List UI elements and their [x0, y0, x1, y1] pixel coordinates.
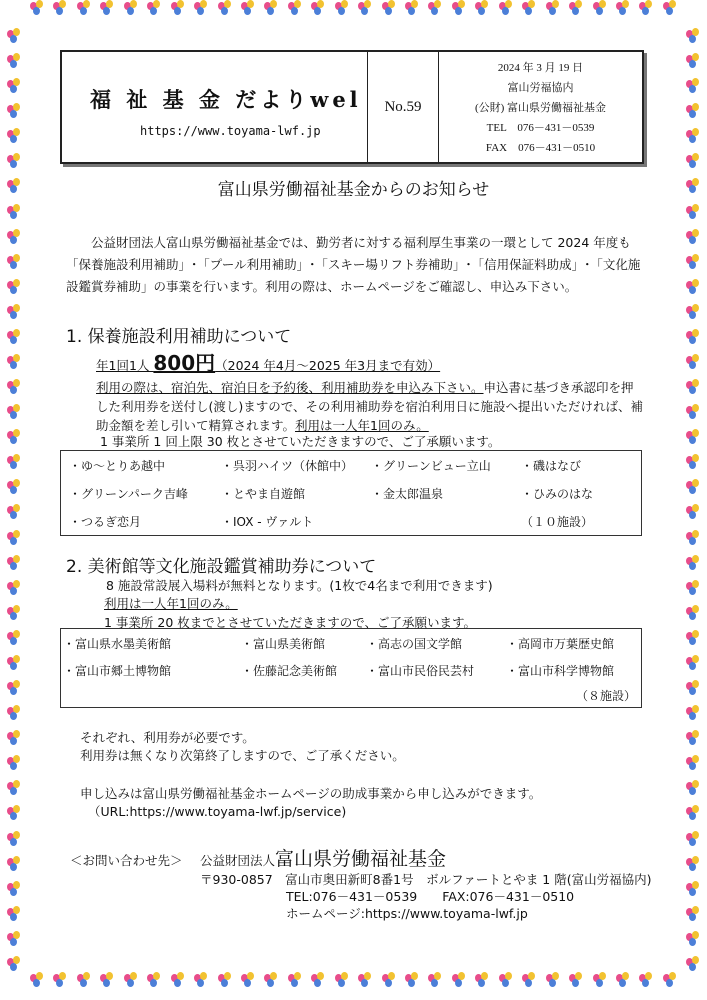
contact-org	[200, 844, 446, 871]
facility-item: ・富山県美術館	[241, 637, 326, 651]
contact-org-name: 富山県労働福祉基金	[275, 848, 447, 870]
balloon-icon	[147, 972, 161, 988]
facility-item: ・つるぎ恋月	[69, 515, 142, 529]
balloon-icon	[241, 0, 255, 16]
balloon-icon	[53, 972, 67, 988]
balloon-icon	[7, 680, 21, 696]
balloon-icon	[686, 404, 700, 420]
balloon-icon	[264, 972, 278, 988]
section2-line3: 1 事業所 20 枚までとさせていただきますので、ご了承願います。	[104, 615, 477, 630]
balloon-icon	[7, 28, 21, 44]
header-url[interactable]: https://www.toyama-lwf.jp	[140, 124, 321, 138]
balloon-icon	[124, 972, 138, 988]
balloon-icon	[288, 972, 302, 988]
section1-amount-line	[96, 347, 440, 376]
header-fax: FAX 076－431－0510	[485, 142, 596, 154]
balloon-icon	[569, 0, 583, 16]
balloon-icon	[7, 805, 21, 821]
balloon-icon	[405, 0, 419, 16]
balloon-icon	[147, 0, 161, 16]
section2-heading: 2. 美術館等文化施設鑑賞補助券について	[66, 557, 377, 577]
balloon-icon	[382, 972, 396, 988]
balloon-icon	[7, 204, 21, 220]
balloon-icon	[7, 755, 21, 771]
balloon-icon	[7, 881, 21, 897]
balloon-icon	[686, 680, 700, 696]
balloon-icon	[7, 53, 21, 69]
facility-item: ・呉羽ハイツ（休館中）	[221, 459, 354, 473]
balloon-icon	[686, 204, 700, 220]
balloon-icon	[686, 28, 700, 44]
balloon-icon	[7, 479, 21, 495]
amount-value: 800円	[153, 351, 216, 375]
balloon-icon	[7, 78, 21, 94]
balloon-icon	[311, 972, 325, 988]
balloon-icon	[358, 0, 372, 16]
balloon-icon	[77, 0, 91, 16]
balloon-icon	[686, 580, 700, 596]
balloon-icon	[686, 831, 700, 847]
balloon-border-bottom	[30, 972, 677, 1000]
balloon-icon	[194, 0, 208, 16]
balloon-icon	[218, 972, 232, 988]
balloon-icon	[663, 972, 677, 988]
facility-count: （１０施設）	[521, 515, 594, 529]
balloon-icon	[171, 972, 185, 988]
contact-label: ＜お問い合わせ先＞	[70, 853, 183, 868]
header-title-block	[62, 52, 368, 162]
balloon-icon	[686, 805, 700, 821]
section1-limit: 1 事業所 1 回上限 30 枚とさせていただきますので、ご了承願います。	[100, 434, 501, 449]
section2-facility-table	[60, 628, 642, 708]
header-org: (公財) 富山県労働福祉基金	[474, 102, 607, 114]
balloon-icon	[663, 0, 677, 16]
issue-number: No.59	[368, 52, 439, 162]
section1-heading: 1. 保養施設利用補助について	[66, 327, 292, 347]
balloon-icon	[288, 0, 302, 16]
balloon-icon	[311, 0, 325, 16]
balloon-icon	[124, 0, 138, 16]
facility-item: ・ゆ～とりあ越中	[69, 459, 166, 473]
balloon-icon	[335, 0, 349, 16]
balloon-icon	[686, 780, 700, 796]
facility-item: ・富山県水墨美術館	[63, 637, 172, 651]
balloon-icon	[428, 972, 442, 988]
balloon-icon	[686, 655, 700, 671]
balloon-icon	[686, 856, 700, 872]
balloon-icon	[7, 630, 21, 646]
balloon-icon	[499, 972, 513, 988]
balloon-icon	[171, 0, 185, 16]
note-ticket-limited: 利用券は無くなり次第終了しますので、ご了承ください。	[80, 748, 405, 763]
balloon-icon	[686, 103, 700, 119]
apply-info: 申し込みは富山県労働福祉基金ホームページの助成事業から申し込みができます。	[80, 786, 542, 801]
balloon-icon	[7, 605, 21, 621]
balloon-border-top	[30, 0, 677, 28]
balloon-icon	[686, 153, 700, 169]
balloon-icon	[522, 0, 536, 16]
contact-telfax: TEL:076－431－0539 FAX:076－431－0510	[286, 889, 575, 904]
balloon-icon	[335, 972, 349, 988]
section1-para-end: 利用は一人年1回のみ。	[295, 418, 429, 433]
balloon-icon	[686, 755, 700, 771]
balloon-icon	[639, 972, 653, 988]
balloon-icon	[593, 972, 607, 988]
newsletter-header	[60, 50, 644, 164]
balloon-icon	[452, 972, 466, 988]
contact-address: 〒930-0857 富山市奥田新町8番1号 ボルファートとやま 1 階(富山労福協内)	[200, 872, 652, 887]
balloon-icon	[686, 555, 700, 571]
facility-item: ・高志の国文学館	[366, 637, 463, 651]
balloon-icon	[7, 730, 21, 746]
balloon-icon	[686, 304, 700, 320]
balloon-icon	[7, 555, 21, 571]
newsletter-title: 福 祉 基 金 だよりwel	[90, 87, 362, 112]
balloon-icon	[7, 329, 21, 345]
balloon-icon	[100, 972, 114, 988]
balloon-icon	[569, 972, 583, 988]
balloon-icon	[686, 605, 700, 621]
facility-item: ・金太郎温泉	[371, 487, 444, 501]
section1-para-underlined: 利用の際は、宿泊先、宿泊日を予約後、利用補助券を申込み下さい。	[96, 380, 484, 395]
header-tel: TEL 076－431－0539	[486, 122, 595, 134]
balloon-icon	[686, 530, 700, 546]
balloon-icon	[7, 780, 21, 796]
page-title: 富山県労働福祉基金からのお知らせ	[217, 180, 490, 200]
balloon-icon	[475, 972, 489, 988]
balloon-icon	[522, 972, 536, 988]
section2-line1: 8 施設常設展入場料が無料となります。(1枚で4名まで利用できます)	[106, 578, 493, 593]
balloon-icon	[30, 0, 44, 16]
balloon-icon	[7, 530, 21, 546]
balloon-icon	[241, 972, 255, 988]
intro-text: 公益財団法人富山県労働福祉基金では、勤労者に対する福利厚生事業の一環として 2024 年度も「保養施設利用補助」･「プール利用補助」･「スキー場リフト券補助」･「信用保証料助成」･「文化施設鑑賞券補助」の事業を行います。利用の際は、ホームページをご確認し、申込み下さい。	[66, 235, 641, 294]
header-info	[439, 52, 642, 162]
balloon-icon	[7, 279, 21, 295]
balloon-icon	[616, 972, 630, 988]
balloon-icon	[639, 0, 653, 16]
balloon-icon	[194, 972, 208, 988]
intro-paragraph	[66, 232, 646, 298]
facility-item: ・磯はなび	[521, 459, 582, 473]
section1-facility-table	[60, 450, 642, 536]
facility-item: ・IOX - ヴァルト	[221, 515, 314, 529]
balloon-icon	[7, 128, 21, 144]
balloon-icon	[358, 972, 372, 988]
balloon-icon	[686, 504, 700, 520]
balloon-icon	[686, 379, 700, 395]
balloon-icon	[7, 153, 21, 169]
balloon-icon	[7, 655, 21, 671]
balloon-icon	[428, 0, 442, 16]
balloon-icon	[53, 0, 67, 16]
balloon-icon	[7, 304, 21, 320]
balloon-icon	[7, 103, 21, 119]
balloon-icon	[264, 0, 278, 16]
balloon-icon	[7, 580, 21, 596]
facility-item: ・富山市科学博物館	[506, 664, 615, 678]
section1-para-body: 申込書に基づき承認印を押した利用券を送付し(渡し)ますので、その利用補助券を宿泊利用日に施設へ提出いただければ、補助金額を差し引いて精算されます。	[96, 380, 644, 433]
balloon-icon	[686, 254, 700, 270]
balloon-icon	[686, 479, 700, 495]
balloon-icon	[77, 972, 91, 988]
section2-line2: 利用は一人年1回のみ。	[104, 596, 238, 611]
balloon-icon	[686, 329, 700, 345]
section1-description	[96, 378, 646, 435]
header-location: 富山労福協内	[507, 82, 574, 94]
balloon-icon	[7, 504, 21, 520]
amount-period: （2024 年4月～2025 年3月まで有効）	[215, 358, 441, 373]
balloon-icon	[686, 229, 700, 245]
balloon-icon	[686, 354, 700, 370]
balloon-icon	[7, 229, 21, 245]
balloon-icon	[7, 404, 21, 420]
balloon-icon	[7, 354, 21, 370]
balloon-icon	[616, 0, 630, 16]
balloon-icon	[686, 78, 700, 94]
balloon-icon	[593, 0, 607, 16]
balloon-icon	[686, 128, 700, 144]
balloon-icon	[686, 705, 700, 721]
facility-item: ・ひみのはな	[521, 487, 594, 501]
balloon-icon	[686, 956, 700, 972]
balloon-icon	[686, 931, 700, 947]
balloon-icon	[382, 0, 396, 16]
balloon-icon	[7, 931, 21, 947]
facility-item: ・とやま自遊館	[221, 487, 306, 501]
balloon-icon	[7, 856, 21, 872]
balloon-icon	[686, 906, 700, 922]
facility-item: ・グリーンビュー立山	[371, 459, 491, 473]
facility-item: ・富山市郷土博物館	[63, 664, 172, 678]
balloon-icon	[30, 972, 44, 988]
balloon-icon	[7, 705, 21, 721]
balloon-icon	[475, 0, 489, 16]
note-ticket-required: それぞれ、利用券が必要です。	[80, 730, 255, 745]
contact-org-prefix: 公益財団法人	[200, 853, 276, 868]
balloon-icon	[686, 630, 700, 646]
balloon-icon	[7, 454, 21, 470]
facility-item: ・高岡市万葉歴史館	[506, 637, 615, 651]
balloon-icon	[7, 956, 21, 972]
contact-homepage[interactable]: ホームページ:https://www.toyama-lwf.jp	[286, 906, 528, 921]
amount-prefix: 年1回1人	[96, 358, 154, 373]
issue-date: 2024 年 3 月 19 日	[497, 62, 584, 74]
balloon-icon	[7, 379, 21, 395]
balloon-icon	[452, 0, 466, 16]
balloon-icon	[7, 906, 21, 922]
balloon-icon	[7, 429, 21, 445]
balloon-border-left	[0, 28, 28, 972]
balloon-icon	[686, 429, 700, 445]
facility-item: ・佐藤記念美術館	[241, 664, 338, 678]
balloon-icon	[499, 0, 513, 16]
balloon-icon	[546, 972, 560, 988]
balloon-icon	[686, 881, 700, 897]
facility-item: ・富山市民俗民芸村	[366, 664, 475, 678]
facility-count: （８施設）	[576, 689, 637, 703]
balloon-icon	[218, 0, 232, 16]
balloon-icon	[686, 454, 700, 470]
facility-item: ・グリーンパーク吉峰	[69, 487, 188, 501]
balloon-icon	[686, 730, 700, 746]
balloon-icon	[686, 279, 700, 295]
balloon-icon	[686, 53, 700, 69]
apply-url[interactable]: （URL:https://www.toyama-lwf.jp/service)	[88, 804, 347, 819]
balloon-border-right	[679, 28, 707, 972]
balloon-icon	[546, 0, 560, 16]
balloon-icon	[100, 0, 114, 16]
balloon-icon	[405, 972, 419, 988]
balloon-icon	[7, 831, 21, 847]
balloon-icon	[7, 254, 21, 270]
